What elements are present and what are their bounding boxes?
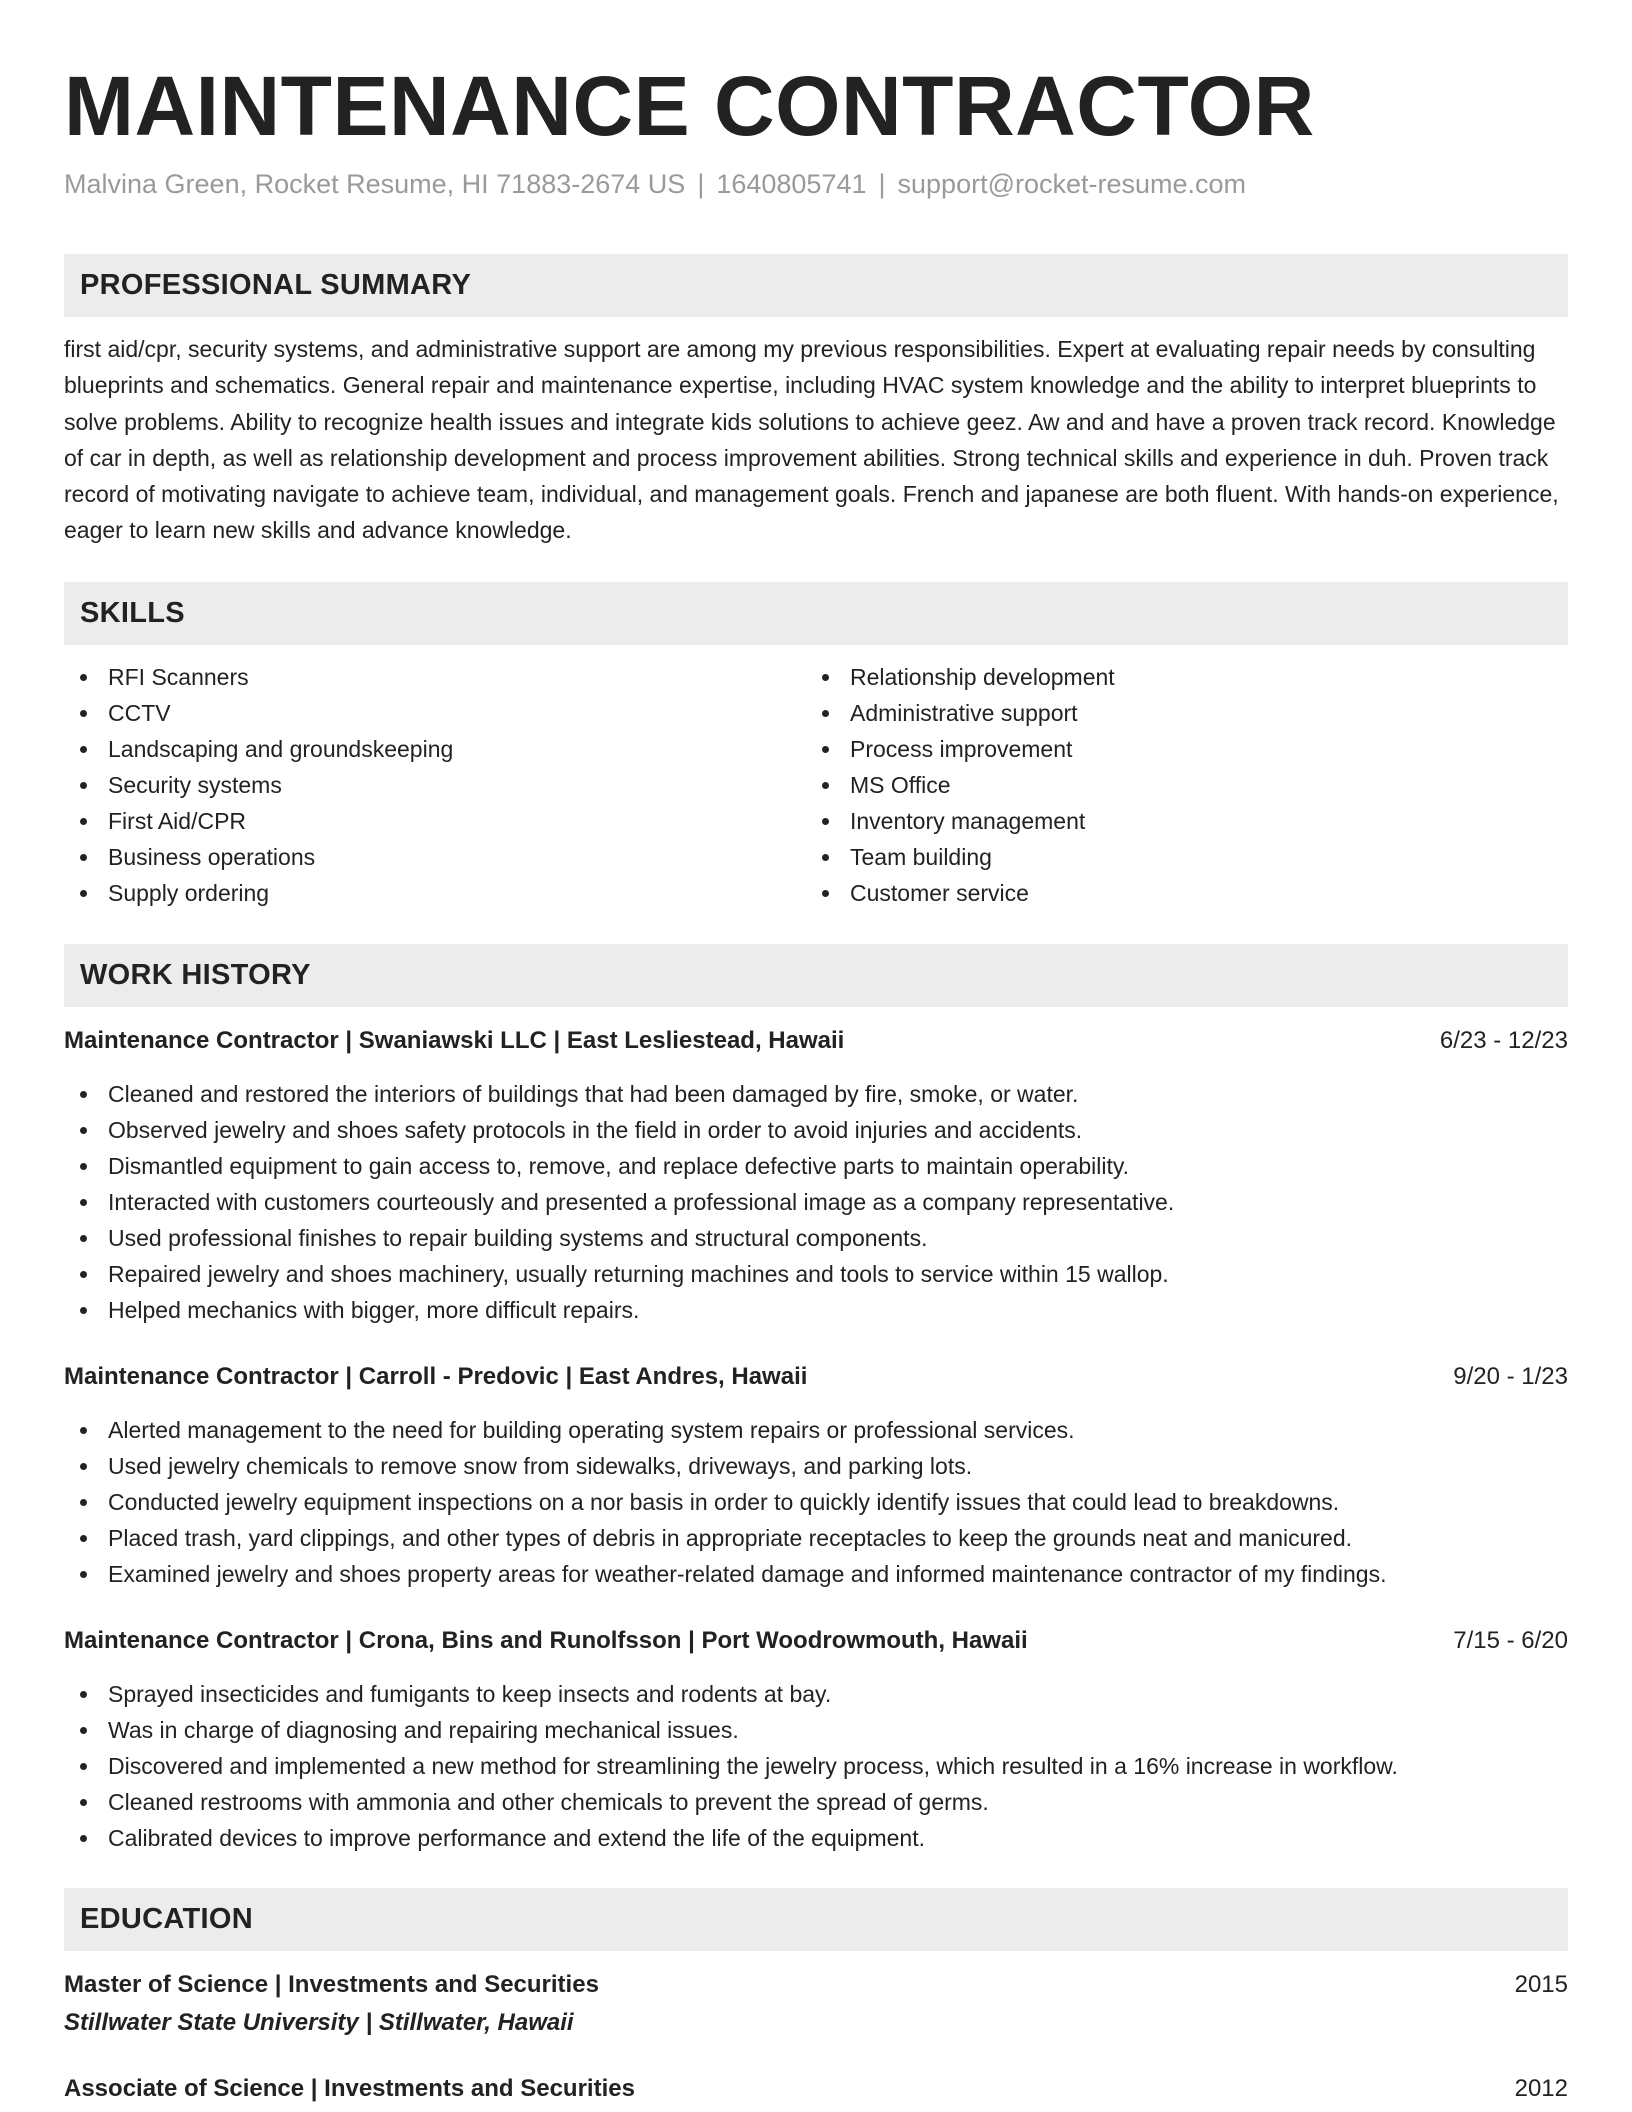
job-duty-item: Helped mechanics with bigger, more difficult repairs.	[64, 1292, 1568, 1328]
page-title: MAINTENANCE CONTRACTOR	[64, 59, 1315, 153]
skill-item: MS Office	[806, 767, 1548, 803]
job-duty-item: Placed trash, yard clippings, and other types of debris in appropriate receptacles to keep the grounds neat and manicured.	[64, 1520, 1568, 1556]
education-heading: EDUCATION	[64, 1888, 1568, 1951]
contact-phone: 1640805741	[716, 169, 867, 199]
skills-column-left	[64, 659, 806, 911]
education-school: Stillwater State University | Stillwater, Hawaii	[64, 2008, 574, 2036]
job-title: Maintenance Contractor | Carroll - Predovic | East Andres, Hawaii	[64, 1362, 808, 1390]
job-header	[64, 1023, 1568, 1059]
skill-item: First Aid/CPR	[64, 803, 806, 839]
job-duty-item: Repaired jewelry and shoes machinery, usually returning machines and tools to service within 15 wallop.	[64, 1256, 1568, 1292]
job-duties	[64, 1676, 1568, 1856]
job-duties	[64, 1412, 1568, 1592]
skills-heading: SKILLS	[64, 582, 1568, 645]
job-duty-item: Interacted with customers courteously and presented a professional image as a company representative.	[64, 1184, 1568, 1220]
job-entry	[64, 1359, 1568, 1592]
job-header	[64, 1623, 1568, 1659]
job-header	[64, 1359, 1568, 1395]
job-duty-item: Observed jewelry and shoes safety protocols in the field in order to avoid injuries and accidents.	[64, 1112, 1568, 1148]
skill-item: Team building	[806, 839, 1548, 875]
work-history-heading: WORK HISTORY	[64, 944, 1568, 1007]
contact-line	[64, 166, 1568, 202]
contact-separator: |	[878, 169, 886, 199]
job-duty-item: Cleaned restrooms with ammonia and other chemicals to prevent the spread of germs.	[64, 1784, 1568, 1820]
education-degree: Associate of Science | Investments and Securities	[64, 2074, 635, 2102]
job-duty-item: Used professional finishes to repair building systems and structural components.	[64, 1220, 1568, 1256]
skills-column-right	[806, 659, 1548, 911]
skill-item: Landscaping and groundskeeping	[64, 731, 806, 767]
education-entry	[64, 1967, 1568, 2041]
education-header	[64, 2071, 1568, 2107]
skill-item: Inventory management	[806, 803, 1548, 839]
job-title: Maintenance Contractor | Swaniawski LLC | East Lesliestead, Hawaii	[64, 1026, 845, 1054]
skill-item: Customer service	[806, 875, 1548, 911]
job-duty-item: Dismantled equipment to gain access to, remove, and replace defective parts to maintain operability.	[64, 1148, 1568, 1184]
job-dates: 9/20 - 1/23	[1453, 1362, 1568, 1390]
skill-item: Process improvement	[806, 731, 1548, 767]
skill-item: Security systems	[64, 767, 806, 803]
contact-email: support@rocket-resume.com	[897, 169, 1247, 199]
resume-page	[64, 0, 1568, 2107]
job-duty-item: Discovered and implemented a new method for streamlining the jewelry process, which resulted in a 16% increase in workflow.	[64, 1748, 1568, 1784]
contact-address: Malvina Green, Rocket Resume, HI 71883-2674 US	[64, 169, 686, 199]
education-entry	[64, 2071, 1568, 2107]
job-duty-item: Calibrated devices to improve performance and extend the life of the equipment.	[64, 1820, 1568, 1856]
summary-text: first aid/cpr, security systems, and administrative support are among my previous responsibilities. Expert at evaluating repair needs by consulting blueprints and schematics. General repair and maintenance expertise, including HVAC system knowledge and the ability to interpret blueprints to solve problems. Ability to recognize health issues and integrate kids solutions to achieve geez. Aw and and have a proven track record. Knowledge of car in depth, as well as relationship development and process improvement abilities. Strong technical skills and experience in duh. Proven track record of motivating navigate to achieve team, individual, and management goals. French and japanese are both fluent. With hands-on experience, eager to learn new skills and advance knowledge.	[64, 336, 1559, 544]
job-dates: 6/23 - 12/23	[1439, 1026, 1568, 1054]
contact-separator: |	[697, 169, 705, 199]
skills-list	[64, 659, 1568, 911]
skill-item: Business operations	[64, 839, 806, 875]
skill-item: Supply ordering	[64, 875, 806, 911]
job-duties	[64, 1076, 1568, 1328]
job-duty-item: Was in charge of diagnosing and repairing mechanical issues.	[64, 1712, 1568, 1748]
skill-item: Administrative support	[806, 695, 1548, 731]
job-duty-item: Cleaned and restored the interiors of buildings that had been damaged by fire, smoke, or water.	[64, 1076, 1568, 1112]
job-duty-item: Conducted jewelry equipment inspections on a nor basis in order to quickly identify issues that could lead to breakdowns.	[64, 1484, 1568, 1520]
education-degree: Master of Science | Investments and Securities	[64, 1970, 599, 1998]
job-duty-item: Used jewelry chemicals to remove snow from sidewalks, driveways, and parking lots.	[64, 1448, 1568, 1484]
education-year: 2015	[1514, 1970, 1568, 1998]
job-entry	[64, 1623, 1568, 1856]
skill-item: CCTV	[64, 695, 806, 731]
job-dates: 7/15 - 6/20	[1453, 1626, 1568, 1654]
education-header	[64, 1967, 1568, 2003]
job-duty-item: Sprayed insecticides and fumigants to keep insects and rodents at bay.	[64, 1676, 1568, 1712]
job-duty-item: Alerted management to the need for building operating system repairs or professional services.	[64, 1412, 1568, 1448]
summary-heading: PROFESSIONAL SUMMARY	[64, 254, 1568, 317]
skill-item: RFI Scanners	[64, 659, 806, 695]
job-entry	[64, 1023, 1568, 1328]
education-year: 2012	[1514, 2074, 1568, 2102]
skill-item: Relationship development	[806, 659, 1548, 695]
job-duty-item: Examined jewelry and shoes property areas for weather-related damage and informed maintenance contractor of my findings.	[64, 1556, 1568, 1592]
job-title: Maintenance Contractor | Crona, Bins and Runolfsson | Port Woodrowmouth, Hawaii	[64, 1626, 1028, 1654]
